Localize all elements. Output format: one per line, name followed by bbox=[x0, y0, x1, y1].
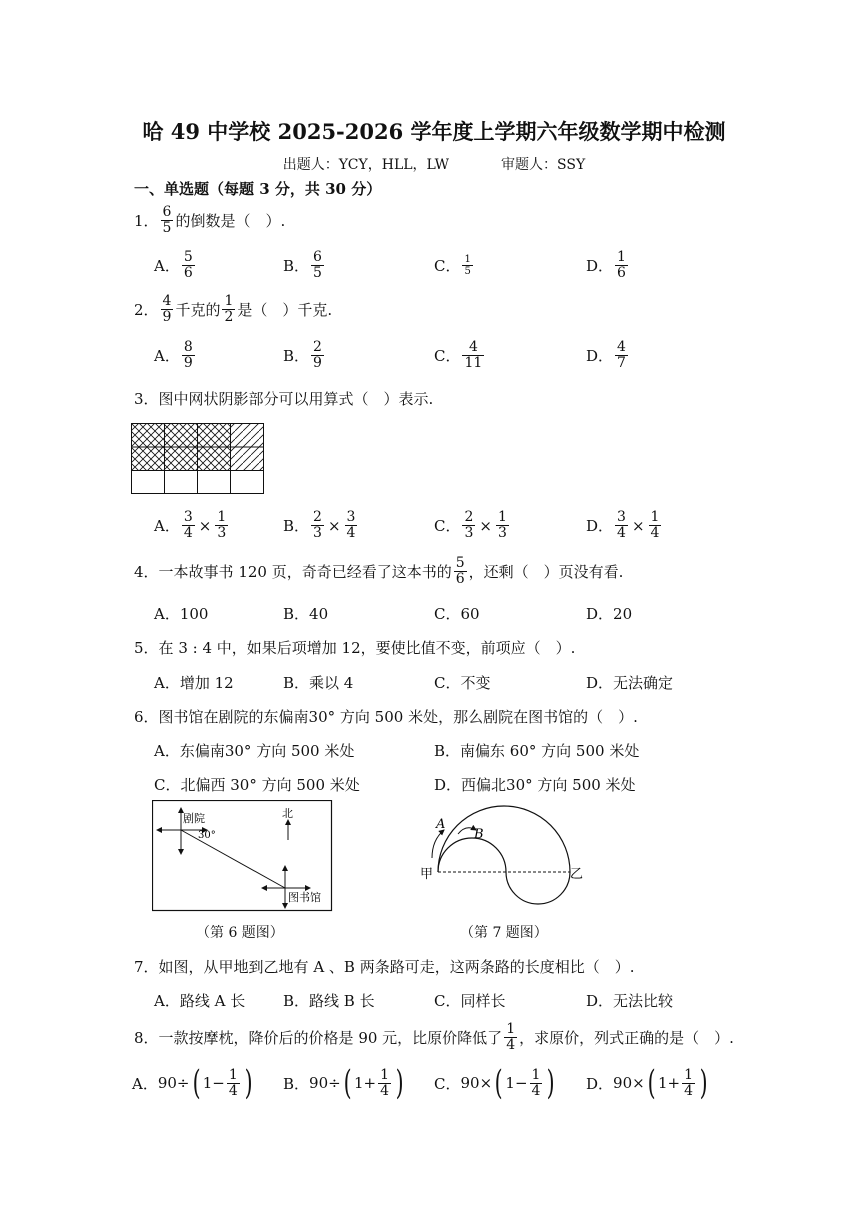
q1-option-c[interactable]: C． $\frac{1}{5}$ bbox=[434, 254, 471, 277]
q5-option-a[interactable]: A．增加 12 bbox=[154, 674, 234, 692]
question-number: 4． bbox=[134, 563, 159, 581]
label-north: 北 bbox=[282, 807, 293, 820]
section-heading: 一、单选题（每题 3 分，共 30 分） bbox=[134, 180, 382, 198]
q3-option-d[interactable]: D． $\frac{3}{4}$ × $\frac{1}{4}$ bbox=[586, 509, 660, 541]
figure-6-caption: （第 6 题图） bbox=[196, 925, 284, 941]
question-text: 图中网状阴影部分可以用算式（ ）表示. bbox=[158, 390, 434, 408]
q8-option-d[interactable]: D． 90× ( 1+ $\frac{1}{4}$ ) bbox=[586, 1063, 708, 1103]
q5-option-c[interactable]: C．不变 bbox=[434, 674, 491, 692]
question-8: 8． 一款按摩枕，降价后的价格是 90 元，比原价降低了 $\frac{1}{4}$ ，求原价，列式正确的是（ ）. bbox=[134, 1021, 734, 1053]
q7-option-b[interactable]: B．路线 B 长 bbox=[283, 992, 375, 1010]
q2-option-c[interactable]: C． $\frac{4}{11}$ bbox=[434, 339, 483, 371]
question-text: 的倒数是（ ）. bbox=[175, 212, 286, 230]
authors-line bbox=[0, 154, 868, 174]
q6-option-d[interactable]: D．西偏北30° 方向 500 米处 bbox=[434, 776, 636, 794]
question-1 bbox=[134, 205, 285, 236]
q1-option-d[interactable]: D． $\frac{1}{6}$ bbox=[586, 249, 626, 281]
reviewer: 审题人：SSY bbox=[501, 157, 586, 173]
q6-option-a[interactable]: A．东偏南30° 方向 500 米处 bbox=[154, 742, 355, 760]
label-library: 图书馆 bbox=[288, 891, 321, 904]
q4-option-d[interactable]: D．20 bbox=[586, 605, 633, 623]
label-angle: 30° bbox=[198, 830, 216, 841]
question-number: 1． bbox=[134, 212, 159, 230]
q3-option-b[interactable]: B． $\frac{2}{3}$ × $\frac{3}{4}$ bbox=[283, 509, 356, 541]
q5-option-b[interactable]: B．乘以 4 bbox=[283, 674, 354, 692]
figure-7-caption: （第 7 题图） bbox=[460, 925, 548, 941]
question-number: 7． bbox=[134, 958, 159, 976]
q8-option-a[interactable]: A． 90÷ ( 1− $\frac{1}{4}$ ) bbox=[132, 1063, 253, 1103]
q7-option-c[interactable]: C．同样长 bbox=[434, 992, 506, 1010]
q2-option-b[interactable]: B． $\frac{2}{9}$ bbox=[283, 339, 322, 371]
question-3 bbox=[134, 388, 433, 409]
grid-figure bbox=[131, 423, 265, 495]
figure-7-paths bbox=[418, 800, 588, 910]
q4-option-c[interactable]: C．60 bbox=[434, 605, 480, 623]
setter: 出题人：YCY，HLL，LW bbox=[282, 157, 450, 173]
q3-option-c[interactable]: C． $\frac{2}{3}$ × $\frac{1}{3}$ bbox=[434, 509, 507, 541]
question-number: 5． bbox=[134, 639, 159, 657]
q6-option-b[interactable]: B．南偏东 60° 方向 500 米处 bbox=[434, 742, 640, 760]
question-2: 2． $\frac{4}{9}$ 千克的 $\frac{1}{2}$ 是（ ）千克. bbox=[134, 293, 333, 325]
q2-option-d[interactable]: D． $\frac{4}{7}$ bbox=[586, 339, 626, 371]
q7-option-d[interactable]: D．无法比较 bbox=[586, 992, 674, 1010]
question-number: 2． bbox=[134, 301, 159, 319]
q2-option-a[interactable]: A． $\frac{8}{9}$ bbox=[154, 339, 193, 371]
figure-6-map bbox=[152, 800, 334, 914]
label-a: A bbox=[436, 817, 446, 832]
q8-option-c[interactable]: C． 90× ( 1− $\frac{1}{4}$ ) bbox=[434, 1063, 556, 1103]
q7-option-a[interactable]: A．路线 A 长 bbox=[154, 992, 246, 1010]
q8-option-b[interactable]: B． 90÷ ( 1+ $\frac{1}{4}$ ) bbox=[283, 1063, 404, 1103]
q4-option-a[interactable]: A．100 bbox=[154, 605, 209, 623]
question-7: 7． 如图，从甲地到乙地有 A 、B 两条路可走，这两条路的长度相比（ ）. bbox=[134, 958, 635, 976]
q1-option-a[interactable]: A． $\frac{5}{6}$ bbox=[154, 249, 193, 281]
q4-option-b[interactable]: B．40 bbox=[283, 605, 329, 623]
label-b: B bbox=[474, 827, 484, 842]
label-theater: 剧院 bbox=[183, 812, 205, 825]
q6-option-c[interactable]: C．北偏西 30° 方向 500 米处 bbox=[154, 776, 360, 794]
q5-option-d[interactable]: D．无法确定 bbox=[586, 674, 674, 692]
question-5: 5． 在 3 : 4 中，如果后项增加 12，要使比值不变，前项应（ ）. bbox=[134, 639, 576, 657]
q3-option-a[interactable]: A． $\frac{3}{4}$ × $\frac{1}{3}$ bbox=[154, 509, 227, 541]
question-number: 8． bbox=[134, 1029, 159, 1047]
q1-option-b[interactable]: B． $\frac{6}{5}$ bbox=[283, 249, 322, 281]
question-4: 4． 一本故事书 120 页，奇奇已经看了这本书的 $\frac{5}{6}$ ，还剩（ ）页没有看. bbox=[134, 555, 624, 587]
label-jia: 甲 bbox=[420, 867, 434, 882]
page-title: 哈 49 中学校 2025-2026 学年度上学期六年级数学期中检测 bbox=[142, 119, 726, 144]
question-number: 6． bbox=[134, 708, 159, 726]
question-6: 6． 图书馆在剧院的东偏南30° 方向 500 米处，那么剧院在图书馆的（ ）. bbox=[134, 708, 638, 726]
question-number: 3． bbox=[134, 390, 159, 408]
label-yi: 乙 bbox=[570, 867, 584, 882]
fraction: $\frac{6}{5}$ bbox=[162, 204, 172, 236]
